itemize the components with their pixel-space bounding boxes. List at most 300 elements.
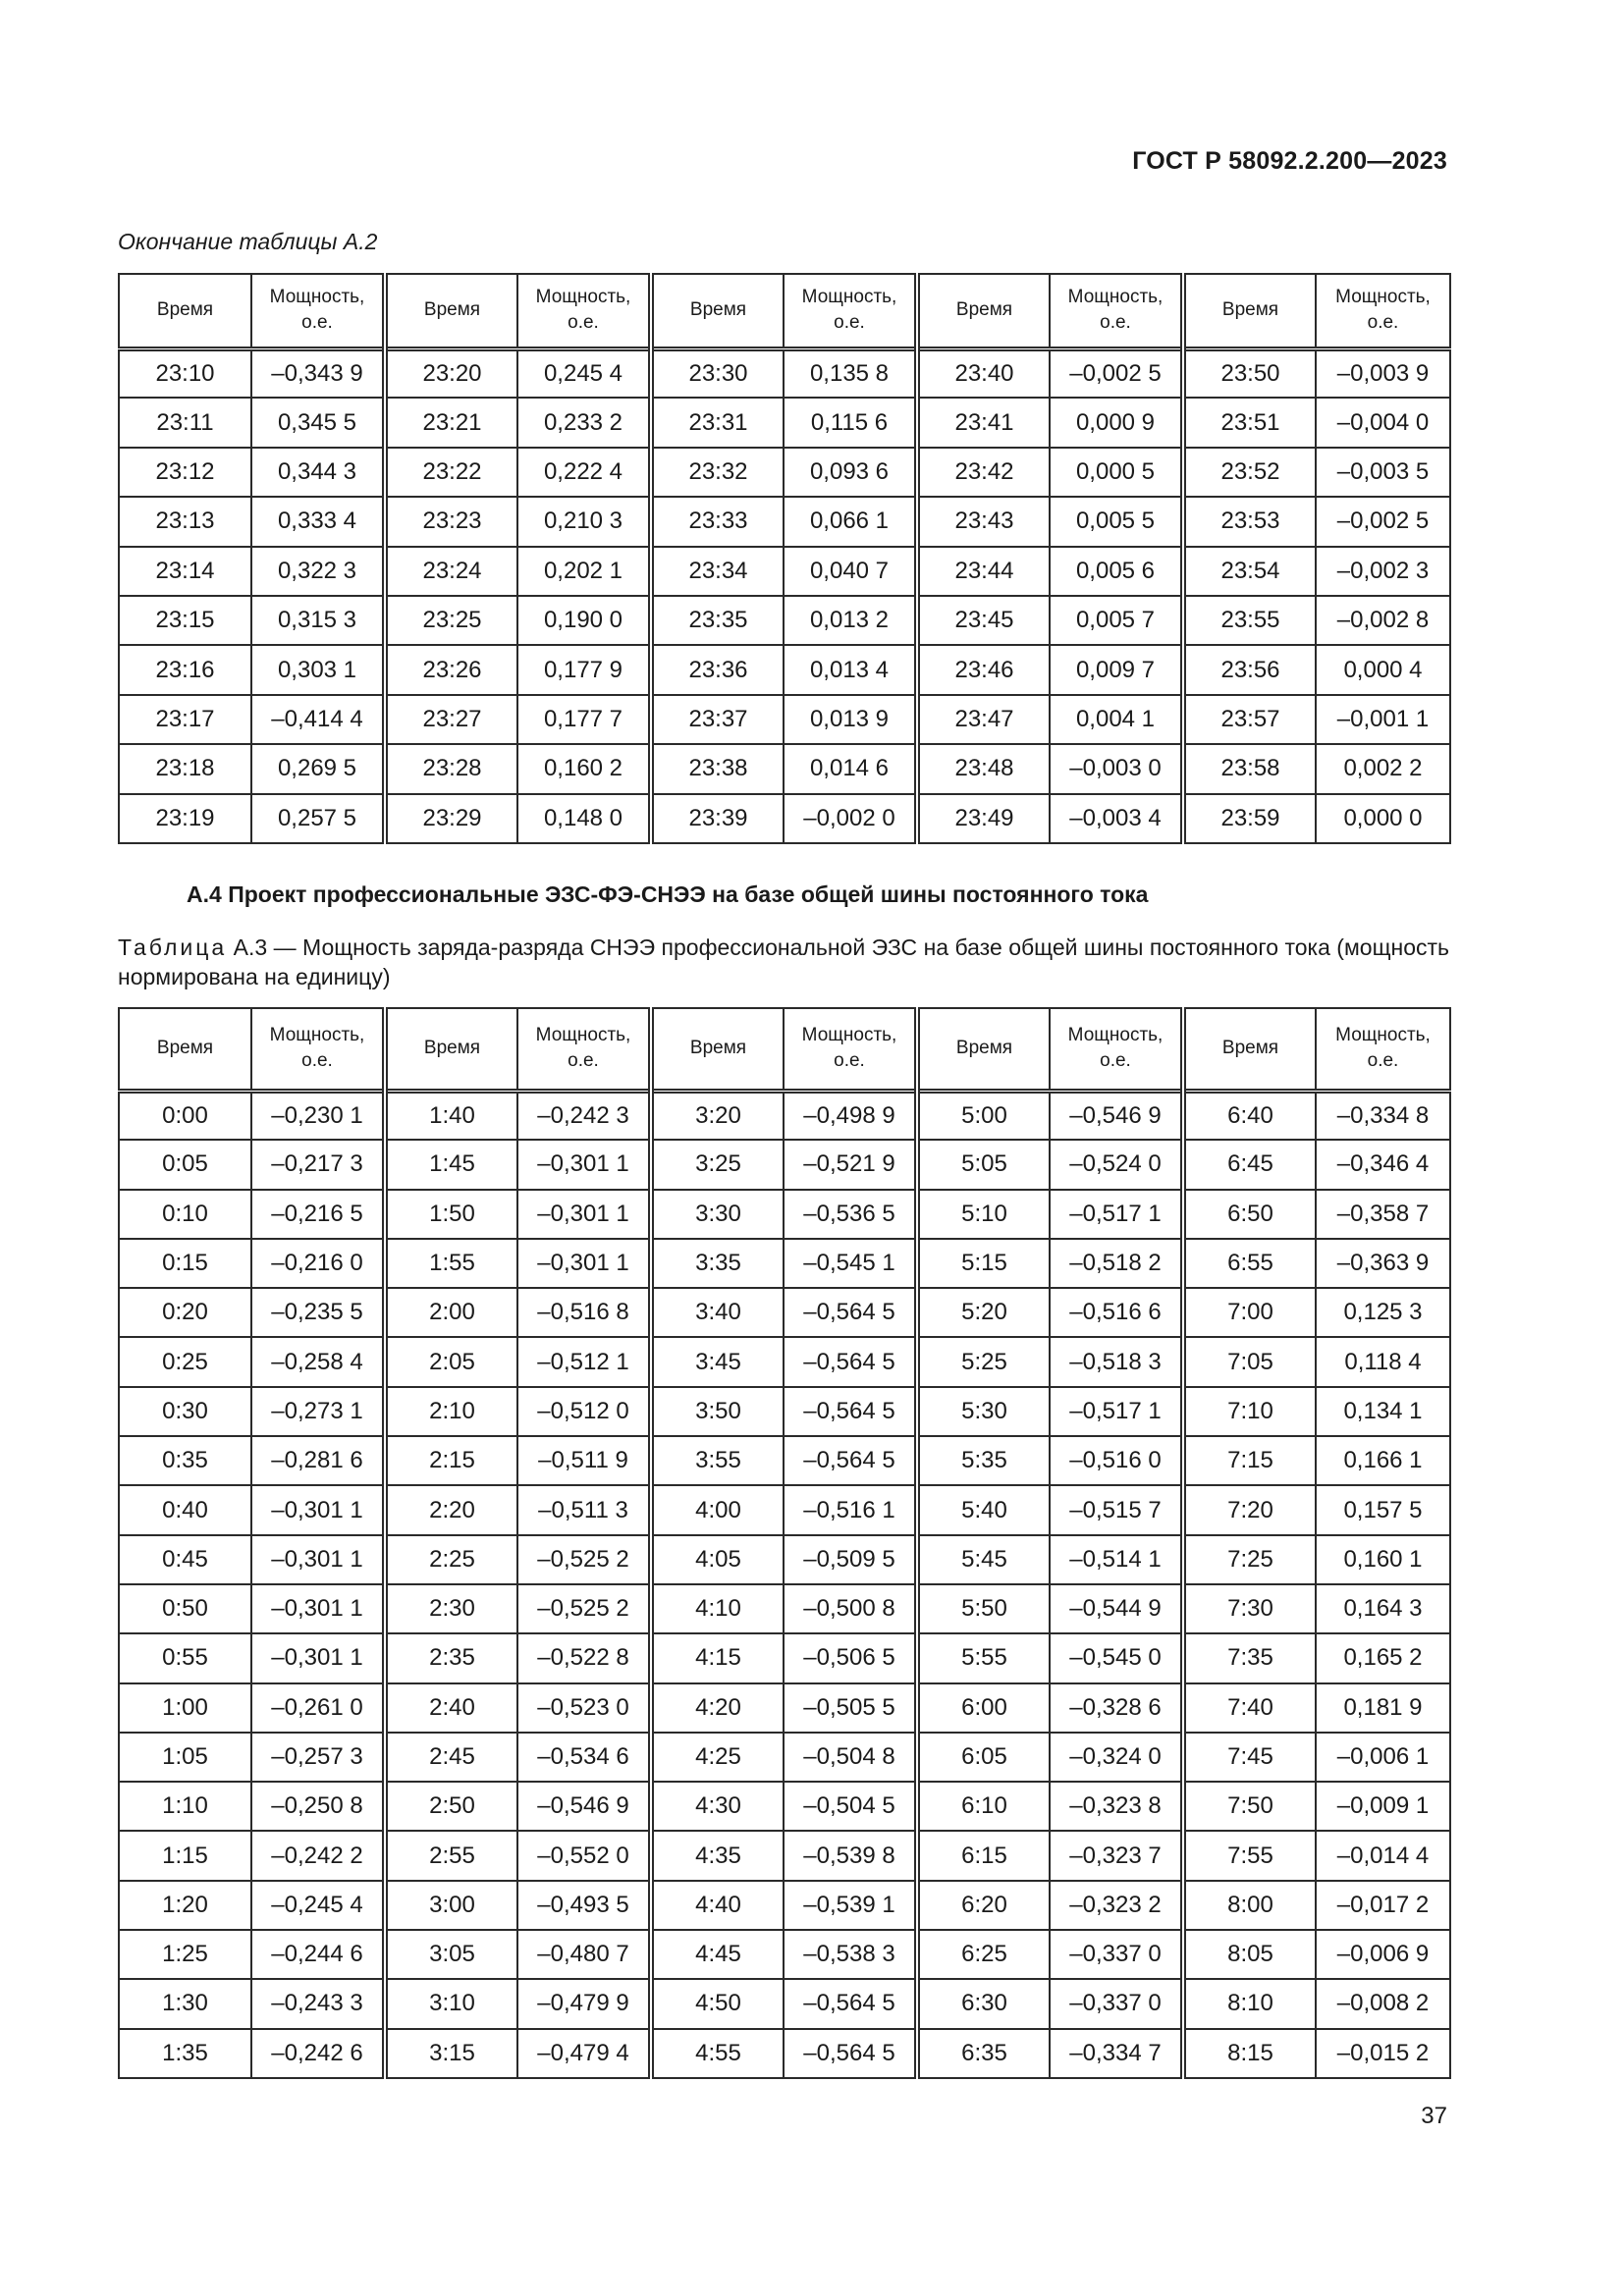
power-cell: –0,511 3 xyxy=(517,1485,651,1534)
header-power: Мощность, о.е. xyxy=(1316,274,1450,348)
table-header-row xyxy=(119,274,1450,348)
header-time: Время xyxy=(917,1008,1050,1091)
table-row xyxy=(119,1436,1450,1485)
time-cell: 23:52 xyxy=(1183,448,1316,497)
power-cell: 0,177 7 xyxy=(517,695,651,744)
time-cell: 23:56 xyxy=(1183,645,1316,694)
power-cell: –0,504 8 xyxy=(784,1733,917,1782)
time-cell: 3:00 xyxy=(385,1881,517,1930)
power-cell: –0,552 0 xyxy=(517,1831,651,1880)
table-row xyxy=(119,1485,1450,1534)
time-cell: 6:00 xyxy=(917,1683,1050,1733)
power-cell: –0,334 7 xyxy=(1050,2029,1183,2078)
time-cell: 7:45 xyxy=(1183,1733,1316,1782)
power-cell: 0,066 1 xyxy=(784,497,917,546)
power-cell: 0,118 4 xyxy=(1316,1337,1450,1386)
time-cell: 3:10 xyxy=(385,1979,517,2028)
header-power: Мощность, о.е. xyxy=(784,1008,917,1091)
time-cell: 6:20 xyxy=(917,1881,1050,1930)
time-cell: 6:40 xyxy=(1183,1091,1316,1140)
time-cell: 0:40 xyxy=(119,1485,251,1534)
time-cell: 23:53 xyxy=(1183,497,1316,546)
time-cell: 1:00 xyxy=(119,1683,251,1733)
time-cell: 1:25 xyxy=(119,1930,251,1979)
time-cell: 4:50 xyxy=(651,1979,784,2028)
time-cell: 5:55 xyxy=(917,1633,1050,1682)
power-cell: –0,328 6 xyxy=(1050,1683,1183,1733)
table-a2-caption: Окончание таблицы А.2 xyxy=(118,229,378,254)
power-cell: –0,017 2 xyxy=(1316,1881,1450,1930)
power-cell: –0,505 5 xyxy=(784,1683,917,1733)
time-cell: 4:45 xyxy=(651,1930,784,1979)
power-cell: 0,269 5 xyxy=(251,744,385,793)
power-cell: –0,525 2 xyxy=(517,1584,651,1633)
power-cell: 0,013 4 xyxy=(784,645,917,694)
time-cell: 5:40 xyxy=(917,1485,1050,1534)
time-cell: 4:35 xyxy=(651,1831,784,1880)
time-cell: 23:12 xyxy=(119,448,251,497)
power-cell: –0,257 3 xyxy=(251,1733,385,1782)
power-cell: –0,414 4 xyxy=(251,695,385,744)
time-cell: 2:35 xyxy=(385,1633,517,1682)
time-cell: 7:55 xyxy=(1183,1831,1316,1880)
time-cell: 23:50 xyxy=(1183,348,1316,398)
time-cell: 6:25 xyxy=(917,1930,1050,1979)
power-cell: –0,301 1 xyxy=(251,1535,385,1584)
power-cell: –0,536 5 xyxy=(784,1190,917,1239)
time-cell: 0:50 xyxy=(119,1584,251,1633)
power-cell: 0,125 3 xyxy=(1316,1288,1450,1337)
power-cell: –0,323 2 xyxy=(1050,1881,1183,1930)
time-cell: 4:20 xyxy=(651,1683,784,1733)
power-cell: 0,002 2 xyxy=(1316,744,1450,793)
power-cell: –0,544 9 xyxy=(1050,1584,1183,1633)
time-cell: 2:10 xyxy=(385,1387,517,1436)
power-cell: –0,518 3 xyxy=(1050,1337,1183,1386)
power-cell: –0,230 1 xyxy=(251,1091,385,1140)
header-power: Мощность, о.е. xyxy=(251,1008,385,1091)
time-cell: 23:29 xyxy=(385,794,517,843)
time-cell: 6:05 xyxy=(917,1733,1050,1782)
time-cell: 3:40 xyxy=(651,1288,784,1337)
time-cell: 2:55 xyxy=(385,1831,517,1880)
power-cell: 0,164 3 xyxy=(1316,1584,1450,1633)
time-cell: 4:25 xyxy=(651,1733,784,1782)
header-power: Мощность, о.е. xyxy=(251,274,385,348)
table-header-row xyxy=(119,1008,1450,1091)
time-cell: 2:40 xyxy=(385,1683,517,1733)
power-cell: 0,004 1 xyxy=(1050,695,1183,744)
time-cell: 1:50 xyxy=(385,1190,517,1239)
table-row xyxy=(119,1930,1450,1979)
power-cell: –0,006 1 xyxy=(1316,1733,1450,1782)
time-cell: 8:00 xyxy=(1183,1881,1316,1930)
time-cell: 23:55 xyxy=(1183,596,1316,645)
time-cell: 2:00 xyxy=(385,1288,517,1337)
table-a3 xyxy=(118,1007,1451,2079)
power-cell: –0,545 1 xyxy=(784,1239,917,1288)
time-cell: 23:42 xyxy=(917,448,1050,497)
time-cell: 6:35 xyxy=(917,2029,1050,2078)
power-cell: 0,009 7 xyxy=(1050,645,1183,694)
section-number: А.4 xyxy=(187,881,222,907)
power-cell: –0,479 4 xyxy=(517,2029,651,2078)
time-cell: 5:25 xyxy=(917,1337,1050,1386)
time-cell: 23:49 xyxy=(917,794,1050,843)
power-cell: –0,002 5 xyxy=(1316,497,1450,546)
time-cell: 23:20 xyxy=(385,348,517,398)
table-row xyxy=(119,794,1450,843)
table-row xyxy=(119,1584,1450,1633)
power-cell: –0,545 0 xyxy=(1050,1633,1183,1682)
time-cell: 23:47 xyxy=(917,695,1050,744)
power-cell: –0,242 2 xyxy=(251,1831,385,1880)
time-cell: 23:14 xyxy=(119,547,251,596)
time-cell: 7:40 xyxy=(1183,1683,1316,1733)
table-row xyxy=(119,1091,1450,1140)
header-time: Время xyxy=(1183,274,1316,348)
power-cell: –0,245 4 xyxy=(251,1881,385,1930)
header-time: Время xyxy=(119,274,251,348)
header-time: Время xyxy=(1183,1008,1316,1091)
section-heading xyxy=(187,881,1148,908)
power-cell: –0,518 2 xyxy=(1050,1239,1183,1288)
power-cell: –0,511 9 xyxy=(517,1436,651,1485)
table-row xyxy=(119,1979,1450,2028)
time-cell: 7:30 xyxy=(1183,1584,1316,1633)
power-cell: 0,115 6 xyxy=(784,398,917,447)
time-cell: 4:00 xyxy=(651,1485,784,1534)
time-cell: 23:44 xyxy=(917,547,1050,596)
time-cell: 2:45 xyxy=(385,1733,517,1782)
time-cell: 5:20 xyxy=(917,1288,1050,1337)
power-cell: 0,135 8 xyxy=(784,348,917,398)
power-cell: –0,516 1 xyxy=(784,1485,917,1534)
power-cell: –0,522 8 xyxy=(517,1633,651,1682)
table-title-text: А.3 — Мощность заряда-разряда СНЭЭ профессиональной ЭЗС на базе общей шины постоянного тока (мощность нормирована на единицу) xyxy=(118,934,1450,989)
time-cell: 7:00 xyxy=(1183,1288,1316,1337)
page-number: 37 xyxy=(1421,2103,1447,2129)
table-row xyxy=(119,1535,1450,1584)
power-cell: –0,244 6 xyxy=(251,1930,385,1979)
time-cell: 5:00 xyxy=(917,1091,1050,1140)
time-cell: 6:55 xyxy=(1183,1239,1316,1288)
time-cell: 5:45 xyxy=(917,1535,1050,1584)
power-cell: –0,243 3 xyxy=(251,1979,385,2028)
header-time: Время xyxy=(385,1008,517,1091)
power-cell: –0,517 1 xyxy=(1050,1190,1183,1239)
time-cell: 2:20 xyxy=(385,1485,517,1534)
power-cell: –0,546 9 xyxy=(1050,1091,1183,1140)
table-row xyxy=(119,348,1450,398)
power-cell: 0,013 2 xyxy=(784,596,917,645)
table-row xyxy=(119,1387,1450,1436)
power-cell: –0,014 4 xyxy=(1316,1831,1450,1880)
table-row xyxy=(119,744,1450,793)
header-power: Мощность, о.е. xyxy=(784,274,917,348)
power-cell: –0,564 5 xyxy=(784,1387,917,1436)
power-cell: 0,005 6 xyxy=(1050,547,1183,596)
power-cell: –0,324 0 xyxy=(1050,1733,1183,1782)
time-cell: 23:45 xyxy=(917,596,1050,645)
power-cell: –0,337 0 xyxy=(1050,1979,1183,2028)
time-cell: 1:35 xyxy=(119,2029,251,2078)
time-cell: 7:25 xyxy=(1183,1535,1316,1584)
power-cell: 0,303 1 xyxy=(251,645,385,694)
time-cell: 23:54 xyxy=(1183,547,1316,596)
time-cell: 5:15 xyxy=(917,1239,1050,1288)
time-cell: 0:35 xyxy=(119,1436,251,1485)
power-cell: 0,190 0 xyxy=(517,596,651,645)
table-a3-title xyxy=(118,933,1449,991)
table-row xyxy=(119,497,1450,546)
time-cell: 23:13 xyxy=(119,497,251,546)
power-cell: –0,301 1 xyxy=(517,1239,651,1288)
power-cell: –0,538 3 xyxy=(784,1930,917,1979)
power-cell: –0,515 7 xyxy=(1050,1485,1183,1534)
power-cell: –0,015 2 xyxy=(1316,2029,1450,2078)
time-cell: 4:15 xyxy=(651,1633,784,1682)
time-cell: 5:10 xyxy=(917,1190,1050,1239)
power-cell: 0,005 7 xyxy=(1050,596,1183,645)
power-cell: 0,333 4 xyxy=(251,497,385,546)
power-cell: –0,493 5 xyxy=(517,1881,651,1930)
header-time: Время xyxy=(651,1008,784,1091)
time-cell: 3:35 xyxy=(651,1239,784,1288)
power-cell: –0,002 0 xyxy=(784,794,917,843)
power-cell: 0,160 2 xyxy=(517,744,651,793)
table-row xyxy=(119,1733,1450,1782)
power-cell: –0,301 1 xyxy=(517,1140,651,1189)
time-cell: 3:15 xyxy=(385,2029,517,2078)
time-cell: 1:20 xyxy=(119,1881,251,1930)
time-cell: 23:34 xyxy=(651,547,784,596)
power-cell: –0,281 6 xyxy=(251,1436,385,1485)
power-cell: –0,323 7 xyxy=(1050,1831,1183,1880)
power-cell: –0,534 6 xyxy=(517,1733,651,1782)
header-power: Мощность, о.е. xyxy=(1050,274,1183,348)
time-cell: 6:30 xyxy=(917,1979,1050,2028)
power-cell: 0,181 9 xyxy=(1316,1683,1450,1733)
power-cell: –0,242 6 xyxy=(251,2029,385,2078)
time-cell: 0:05 xyxy=(119,1140,251,1189)
time-cell: 6:50 xyxy=(1183,1190,1316,1239)
time-cell: 3:50 xyxy=(651,1387,784,1436)
power-cell: –0,523 0 xyxy=(517,1683,651,1733)
power-cell: –0,003 4 xyxy=(1050,794,1183,843)
power-cell: –0,004 0 xyxy=(1316,398,1450,447)
table-row xyxy=(119,547,1450,596)
time-cell: 23:43 xyxy=(917,497,1050,546)
time-cell: 3:55 xyxy=(651,1436,784,1485)
time-cell: 1:15 xyxy=(119,1831,251,1880)
time-cell: 1:45 xyxy=(385,1140,517,1189)
power-cell: 0,344 3 xyxy=(251,448,385,497)
power-cell: –0,546 9 xyxy=(517,1782,651,1831)
power-cell: –0,516 8 xyxy=(517,1288,651,1337)
power-cell: –0,479 9 xyxy=(517,1979,651,2028)
time-cell: 23:15 xyxy=(119,596,251,645)
power-cell: –0,539 8 xyxy=(784,1831,917,1880)
power-cell: 0,014 6 xyxy=(784,744,917,793)
power-cell: 0,322 3 xyxy=(251,547,385,596)
header-power: Мощность, о.е. xyxy=(517,1008,651,1091)
power-cell: –0,509 5 xyxy=(784,1535,917,1584)
power-cell: –0,002 5 xyxy=(1050,348,1183,398)
power-cell: 0,177 9 xyxy=(517,645,651,694)
power-cell: 0,148 0 xyxy=(517,794,651,843)
power-cell: 0,134 1 xyxy=(1316,1387,1450,1436)
time-cell: 23:35 xyxy=(651,596,784,645)
power-cell: –0,517 1 xyxy=(1050,1387,1183,1436)
table-a2 xyxy=(118,273,1451,844)
time-cell: 0:10 xyxy=(119,1190,251,1239)
time-cell: 2:30 xyxy=(385,1584,517,1633)
time-cell: 6:15 xyxy=(917,1831,1050,1880)
time-cell: 1:30 xyxy=(119,1979,251,2028)
power-cell: –0,009 1 xyxy=(1316,1782,1450,1831)
table-row xyxy=(119,398,1450,447)
power-cell: –0,343 9 xyxy=(251,348,385,398)
power-cell: –0,504 5 xyxy=(784,1782,917,1831)
power-cell: –0,003 0 xyxy=(1050,744,1183,793)
power-cell: 0,233 2 xyxy=(517,398,651,447)
time-cell: 23:57 xyxy=(1183,695,1316,744)
time-cell: 23:38 xyxy=(651,744,784,793)
time-cell: 2:15 xyxy=(385,1436,517,1485)
header-time: Время xyxy=(119,1008,251,1091)
table-row xyxy=(119,1683,1450,1733)
time-cell: 23:27 xyxy=(385,695,517,744)
time-cell: 23:17 xyxy=(119,695,251,744)
time-cell: 7:05 xyxy=(1183,1337,1316,1386)
power-cell: –0,564 5 xyxy=(784,1436,917,1485)
power-cell: –0,521 9 xyxy=(784,1140,917,1189)
time-cell: 23:22 xyxy=(385,448,517,497)
time-cell: 0:25 xyxy=(119,1337,251,1386)
time-cell: 23:10 xyxy=(119,348,251,398)
table-row xyxy=(119,1190,1450,1239)
power-cell: 0,315 3 xyxy=(251,596,385,645)
power-cell: 0,202 1 xyxy=(517,547,651,596)
time-cell: 4:10 xyxy=(651,1584,784,1633)
time-cell: 5:05 xyxy=(917,1140,1050,1189)
power-cell: –0,346 4 xyxy=(1316,1140,1450,1189)
power-cell: –0,003 9 xyxy=(1316,348,1450,398)
power-cell: –0,525 2 xyxy=(517,1535,651,1584)
time-cell: 23:41 xyxy=(917,398,1050,447)
power-cell: –0,363 9 xyxy=(1316,1239,1450,1288)
power-cell: –0,500 8 xyxy=(784,1584,917,1633)
time-cell: 23:28 xyxy=(385,744,517,793)
time-cell: 1:05 xyxy=(119,1733,251,1782)
time-cell: 23:32 xyxy=(651,448,784,497)
time-cell: 23:16 xyxy=(119,645,251,694)
time-cell: 23:21 xyxy=(385,398,517,447)
time-cell: 4:55 xyxy=(651,2029,784,2078)
time-cell: 23:30 xyxy=(651,348,784,398)
time-cell: 5:50 xyxy=(917,1584,1050,1633)
time-cell: 5:35 xyxy=(917,1436,1050,1485)
table-row xyxy=(119,1239,1450,1288)
time-cell: 23:40 xyxy=(917,348,1050,398)
power-cell: –0,564 5 xyxy=(784,1337,917,1386)
power-cell: –0,512 0 xyxy=(517,1387,651,1436)
table-label: Таблица xyxy=(118,934,228,960)
power-cell: 0,160 1 xyxy=(1316,1535,1450,1584)
power-cell: –0,323 8 xyxy=(1050,1782,1183,1831)
time-cell: 0:55 xyxy=(119,1633,251,1682)
power-cell: –0,001 1 xyxy=(1316,695,1450,744)
time-cell: 7:15 xyxy=(1183,1436,1316,1485)
power-cell: –0,514 1 xyxy=(1050,1535,1183,1584)
power-cell: –0,258 4 xyxy=(251,1337,385,1386)
header-power: Мощность, о.е. xyxy=(1050,1008,1183,1091)
power-cell: 0,005 5 xyxy=(1050,497,1183,546)
time-cell: 23:36 xyxy=(651,645,784,694)
table-row xyxy=(119,448,1450,497)
time-cell: 23:24 xyxy=(385,547,517,596)
power-cell: –0,002 3 xyxy=(1316,547,1450,596)
power-cell: –0,235 5 xyxy=(251,1288,385,1337)
power-cell: –0,216 5 xyxy=(251,1190,385,1239)
power-cell: –0,003 5 xyxy=(1316,448,1450,497)
time-cell: 0:15 xyxy=(119,1239,251,1288)
power-cell: 0,000 9 xyxy=(1050,398,1183,447)
power-cell: –0,250 8 xyxy=(251,1782,385,1831)
table-row xyxy=(119,1337,1450,1386)
power-cell: 0,013 9 xyxy=(784,695,917,744)
power-cell: –0,358 7 xyxy=(1316,1190,1450,1239)
power-cell: –0,524 0 xyxy=(1050,1140,1183,1189)
time-cell: 23:19 xyxy=(119,794,251,843)
time-cell: 0:45 xyxy=(119,1535,251,1584)
time-cell: 8:05 xyxy=(1183,1930,1316,1979)
time-cell: 1:40 xyxy=(385,1091,517,1140)
power-cell: –0,516 0 xyxy=(1050,1436,1183,1485)
time-cell: 2:50 xyxy=(385,1782,517,1831)
time-cell: 1:10 xyxy=(119,1782,251,1831)
time-cell: 23:59 xyxy=(1183,794,1316,843)
power-cell: –0,261 0 xyxy=(251,1683,385,1733)
power-cell: –0,337 0 xyxy=(1050,1930,1183,1979)
power-cell: 0,210 3 xyxy=(517,497,651,546)
power-cell: –0,006 9 xyxy=(1316,1930,1450,1979)
power-cell: 0,166 1 xyxy=(1316,1436,1450,1485)
time-cell: 23:39 xyxy=(651,794,784,843)
power-cell: –0,301 1 xyxy=(517,1190,651,1239)
time-cell: 23:33 xyxy=(651,497,784,546)
power-cell: –0,002 8 xyxy=(1316,596,1450,645)
power-cell: –0,498 9 xyxy=(784,1091,917,1140)
header-power: Мощность, о.е. xyxy=(1316,1008,1450,1091)
power-cell: –0,539 1 xyxy=(784,1881,917,1930)
power-cell: –0,334 8 xyxy=(1316,1091,1450,1140)
time-cell: 4:40 xyxy=(651,1881,784,1930)
time-cell: 2:05 xyxy=(385,1337,517,1386)
time-cell: 6:45 xyxy=(1183,1140,1316,1189)
time-cell: 23:37 xyxy=(651,695,784,744)
power-cell: 0,157 5 xyxy=(1316,1485,1450,1534)
time-cell: 3:20 xyxy=(651,1091,784,1140)
time-cell: 3:45 xyxy=(651,1337,784,1386)
table-row xyxy=(119,1288,1450,1337)
time-cell: 6:10 xyxy=(917,1782,1050,1831)
time-cell: 0:00 xyxy=(119,1091,251,1140)
power-cell: –0,564 5 xyxy=(784,1979,917,2028)
table-row xyxy=(119,695,1450,744)
power-cell: –0,480 7 xyxy=(517,1930,651,1979)
